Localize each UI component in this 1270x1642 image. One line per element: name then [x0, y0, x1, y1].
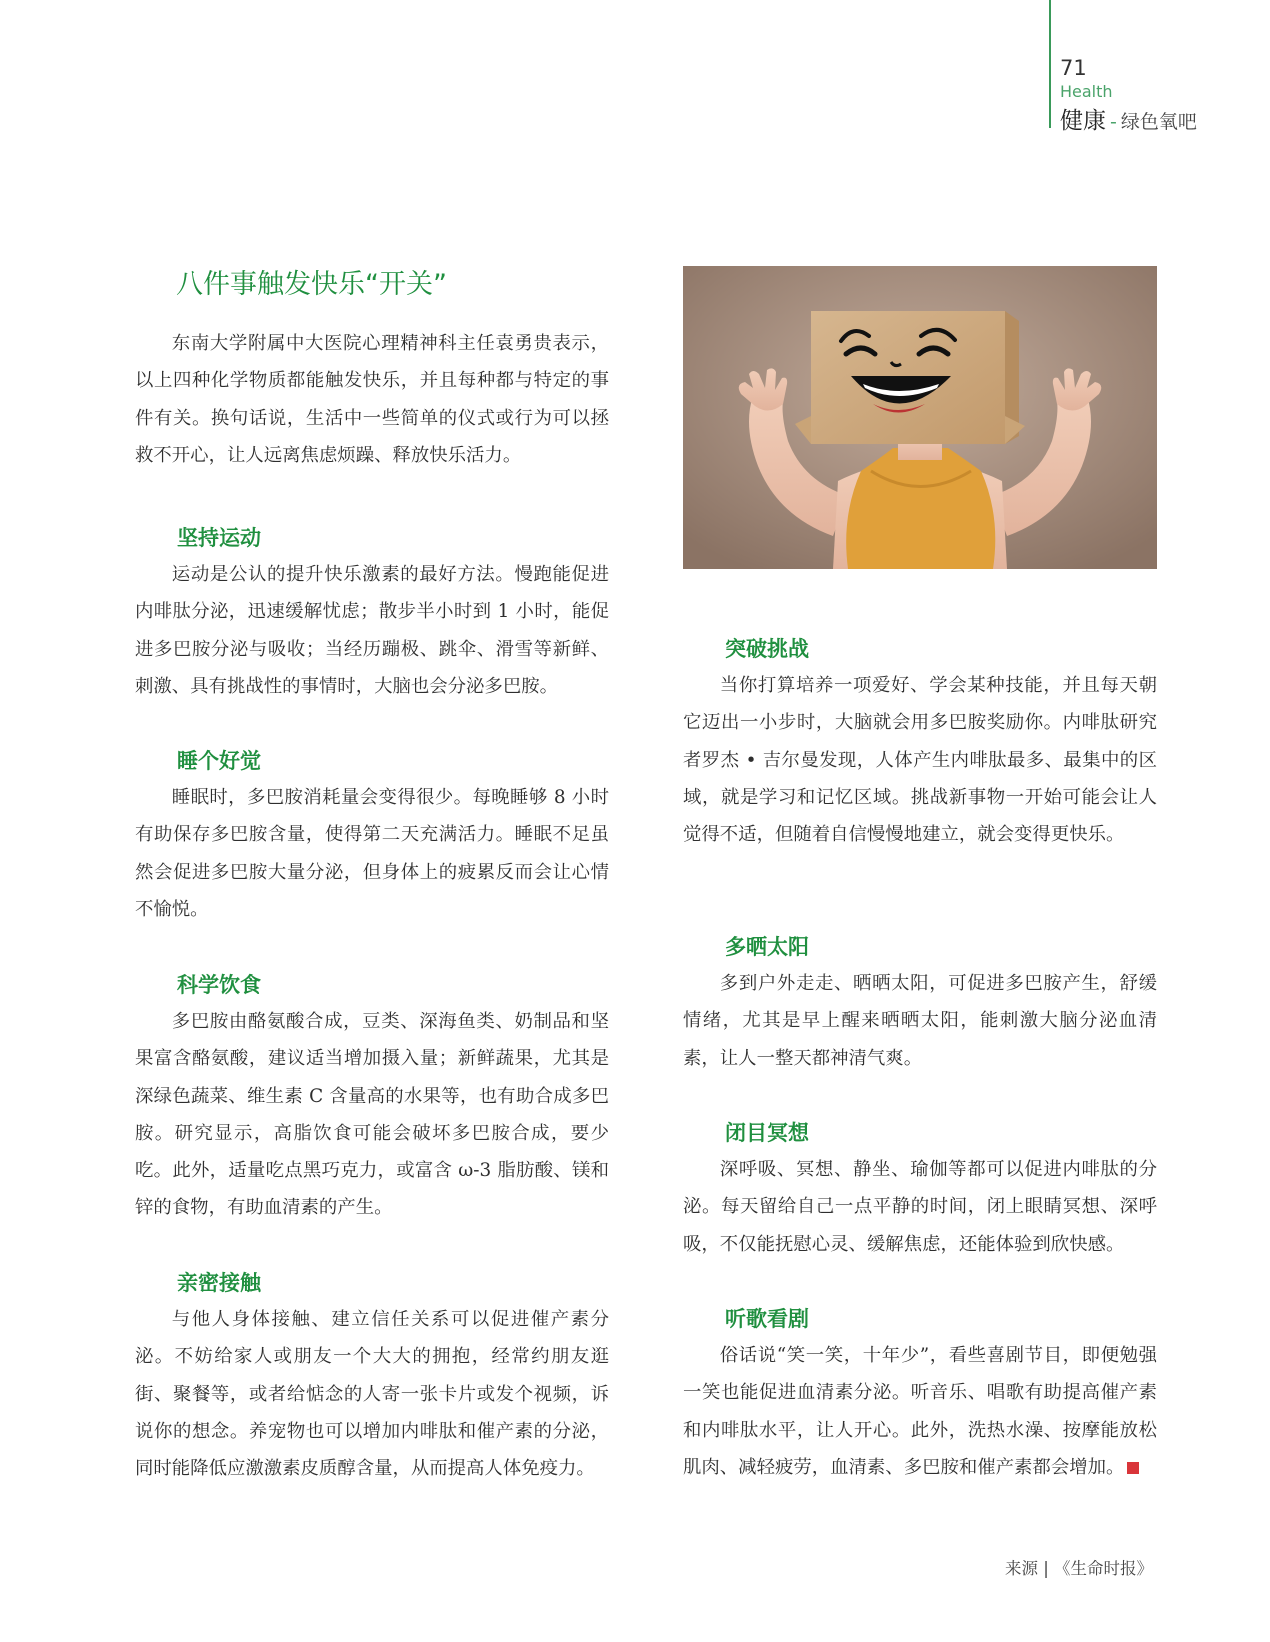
intro-paragraph: 东南大学附属中大医院心理精神科主任袁勇贵表示，以上四种化学物质都能触发快乐，并且每种都与特定的事件有关。换句话说，生活中一些简单的仪式或行为可以拯救不开心，让人远离焦虑烦躁、释放快乐活力。 [135, 333, 609, 466]
section-contact [135, 1265, 609, 1487]
section-label-en: Health [1060, 82, 1113, 101]
section-separator: - [1110, 111, 1117, 133]
section-heading: 睡个好觉 [177, 749, 261, 773]
photo-illustration [683, 266, 1157, 569]
section-body: 与他人身体接触、建立信任关系可以促进催产素分泌。不妨给家人或朋友一个大大的拥抱，经常约朋友逛街、聚餐等，或者给惦念的人寄一张卡片或发个视频，诉说你的想念。养宠物也可以增加内啡肽和催产素的分泌，同时能降低应激激素皮质醇含量，从而提高人体免疫力。 [135, 1309, 609, 1480]
section-diet [135, 967, 609, 1227]
section-heading: 闭目冥想 [725, 1121, 809, 1145]
section-exercise [135, 520, 609, 705]
section-challenge [683, 631, 1157, 853]
section-sunshine [683, 929, 1157, 1077]
section-body: 运动是公认的提升快乐激素的最好方法。慢跑能促进内啡肽分泌，迅速缓解忧虑；散步半小时到 1 小时，能促进多巴胺分泌与吸收；当经历蹦极、跳伞、滑雪等新鲜、刺激、具有挑战性的事情时，大脑也会分泌多巴胺。 [135, 564, 609, 697]
section-body: 多到户外走走、晒晒太阳，可促进多巴胺产生，舒缓情绪，尤其是早上醒来晒晒太阳，能刺激大脑分泌血清素，让人一整天都神清气爽。 [683, 973, 1157, 1069]
source-credit: 来源 | 《生命时报》 [1005, 1559, 1154, 1578]
end-mark-icon [1127, 1462, 1139, 1474]
section-music [683, 1301, 1157, 1486]
section-body: 当你打算培养一项爱好、学会某种技能，并且每天朝它迈出一小步时，大脑就会用多巴胺奖励你。内啡肽研究者罗杰 • 吉尔曼发现，人体产生内啡肽最多、最集中的区域，就是学习和记忆区域。挑战新事物一开始可能会让人觉得不适，但随着自信慢慢地建立，就会变得更快乐。 [683, 675, 1157, 846]
page-number: 71 [1060, 56, 1087, 80]
section-name: 健康 [1060, 108, 1106, 134]
column-name: 绿色氧吧 [1120, 111, 1197, 133]
smiley-box-photo [683, 266, 1157, 569]
section-heading: 听歌看剧 [725, 1307, 809, 1331]
intro-block [135, 325, 609, 474]
section-heading: 坚持运动 [177, 526, 261, 550]
section-heading: 科学饮食 [177, 973, 261, 997]
section-body [683, 1337, 1157, 1486]
section-body: 睡眠时，多巴胺消耗量会变得很少。每晚睡够 8 小时有助保存多巴胺含量，使得第二天充满活力。睡眠不足虽然会促进多巴胺大量分泌，但身体上的疲累反而会让心情不愉悦。 [135, 787, 609, 920]
section-label-zh [1060, 102, 1197, 135]
section-meditation [683, 1115, 1157, 1263]
header-rule [1049, 0, 1051, 128]
section-heading: 亲密接触 [177, 1271, 261, 1295]
section-heading: 突破挑战 [725, 637, 809, 661]
section-heading: 多晒太阳 [725, 935, 809, 959]
section-body: 多巴胺由酪氨酸合成，豆类、深海鱼类、奶制品和坚果富含酪氨酸，建议适当增加摄入量；新鲜蔬果，尤其是深绿色蔬菜、维生素 C 含量高的水果等，也有助合成多巴胺。研究显示，高脂饮食可能会破坏多巴胺合成，要少吃。此外，适量吃点黑巧克力，或富含 ω-3 脂肪酸、镁和锌的食物，有助血清素的产生。 [135, 1011, 609, 1219]
section-body: 深呼吸、冥想、静坐、瑜伽等都可以促进内啡肽的分泌。每天留给自己一点平静的时间，闭上眼睛冥想、深呼吸，不仅能抚慰心灵、缓解焦虑，还能体验到欣快感。 [683, 1159, 1157, 1255]
section-body-text: 俗话说“笑一笑，十年少”，看些喜剧节目，即便勉强一笑也能促进血清素分泌。听音乐、唱歌有助提高催产素和内啡肽水平，让人开心。此外，洗热水澡、按摩能放松肌肉、减轻疲劳，血清素、多巴胺和催产素都会增加。 [683, 1345, 1157, 1478]
section-sleep [135, 743, 609, 928]
article-title: 八件事触发快乐“开关” [176, 269, 447, 300]
